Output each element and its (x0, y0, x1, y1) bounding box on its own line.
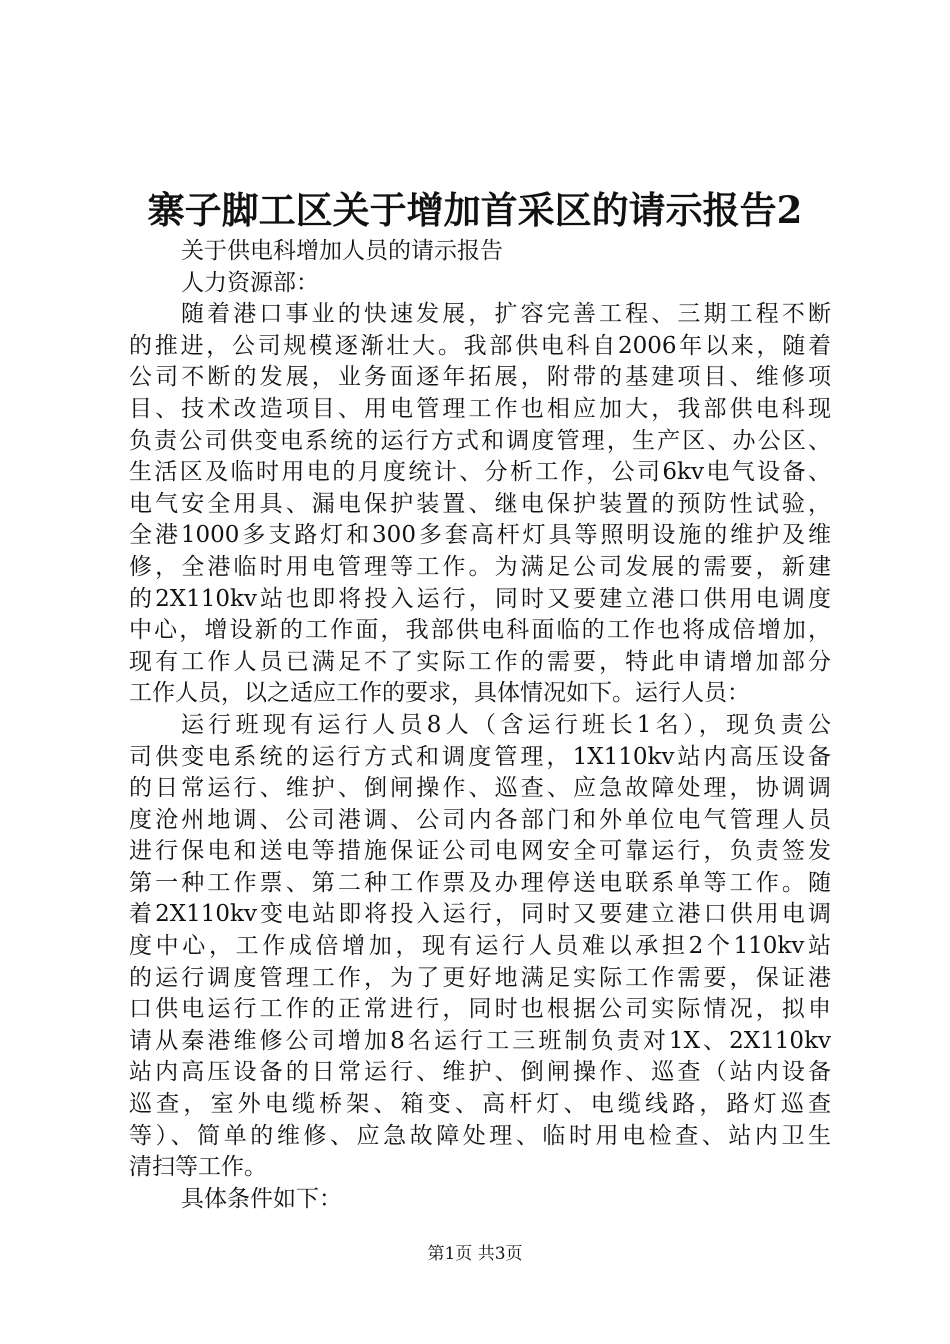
body-line: 清扫等工作。 (129, 1154, 267, 1181)
body-line: 负责公司供变电系统的运行方式和调度管理，生产区、办公区、 (129, 427, 831, 454)
body-line-conditions: 具体条件如下： (181, 1185, 342, 1212)
body-line: 等）、简单的维修、应急故障处理、临时用电检查、站内卫生 (129, 1122, 831, 1149)
body-line: 目、技术改造项目、用电管理工作也相应加大，我部供电科现 (129, 395, 831, 422)
body-line: 现有工作人员已满足不了实际工作的需要，特此申请增加部分 (129, 648, 831, 675)
body-line: 电气安全用具、漏电保护装置、继电保护装置的预防性试验， (129, 490, 831, 517)
document-title: 寨子脚工区关于增加首采区的请示报告2 (147, 188, 803, 232)
body-line: 的运行调度管理工作，为了更好地满足实际工作需要，保证港 (129, 964, 831, 991)
body-line: 随着港口事业的快速发展，扩容完善工程、三期工程不断 (181, 301, 831, 328)
body-line-addressee: 人力资源部： (181, 269, 319, 296)
body-line: 工作人员，以之适应工作的要求，具体情况如下。运行人员： (129, 680, 750, 707)
body-line: 的2X110kv站也即将投入运行，同时又要建立港口供用电调度 (129, 585, 831, 612)
body-line: 司供变电系统的运行方式和调度管理，1X110kv站内高压设备 (129, 743, 831, 770)
body-line: 的日常运行、维护、倒闸操作、巡查、应急故障处理，协调调 (129, 775, 831, 802)
body-line: 修，全港临时用电管理等工作。为满足公司发展的需要，新建 (129, 553, 831, 580)
body-line-subject: 关于供电科增加人员的请示报告 (181, 238, 503, 264)
body-line: 全港1000多支路灯和300多套高杆灯具等照明设施的维护及维 (129, 522, 831, 549)
body-line: 进行保电和送电等措施保证公司电网安全可靠运行，负责签发 (129, 838, 831, 865)
body-line: 运行班现有运行人员8人（含运行班长1名），现负责公 (181, 711, 831, 738)
body-line: 站内高压设备的日常运行、维护、倒闸操作、巡查（站内设备 (129, 1059, 831, 1086)
body-line: 的推进，公司规模逐渐壮大。我部供电科自2006年以来，随着 (129, 332, 831, 359)
body-line: 公司不断的发展，业务面逐年拓展，附带的基建项目、维修项 (129, 364, 831, 391)
body-line: 中心，增设新的工作面，我部供电科面临的工作也将成倍增加， (129, 617, 831, 644)
body-line: 口供电运行工作的正常进行，同时也根据公司实际情况，拟申 (129, 996, 831, 1023)
body-line: 生活区及临时用电的月度统计、分析工作，公司6kv电气设备、 (129, 459, 831, 486)
page-number-footer: 第1页 共3页 (427, 1244, 523, 1264)
body-line: 度中心，工作成倍增加，现有运行人员难以承担2个110kv站 (129, 933, 831, 960)
body-line: 第一种工作票、第二种工作票及办理停送电联系单等工作。随 (129, 869, 831, 896)
body-line: 请从秦港维修公司增加8名运行工三班制负责对1X、2X110kv (129, 1027, 831, 1054)
body-line: 着2X110kv变电站即将投入运行，同时又要建立港口供用电调 (129, 901, 831, 928)
document-body (129, 236, 831, 1215)
body-line: 度沧州地调、公司港调、公司内各部门和外单位电气管理人员 (129, 806, 831, 833)
body-line: 巡查，室外电缆桥架、箱变、高杆灯、电缆线路，路灯巡查 (129, 1091, 831, 1118)
